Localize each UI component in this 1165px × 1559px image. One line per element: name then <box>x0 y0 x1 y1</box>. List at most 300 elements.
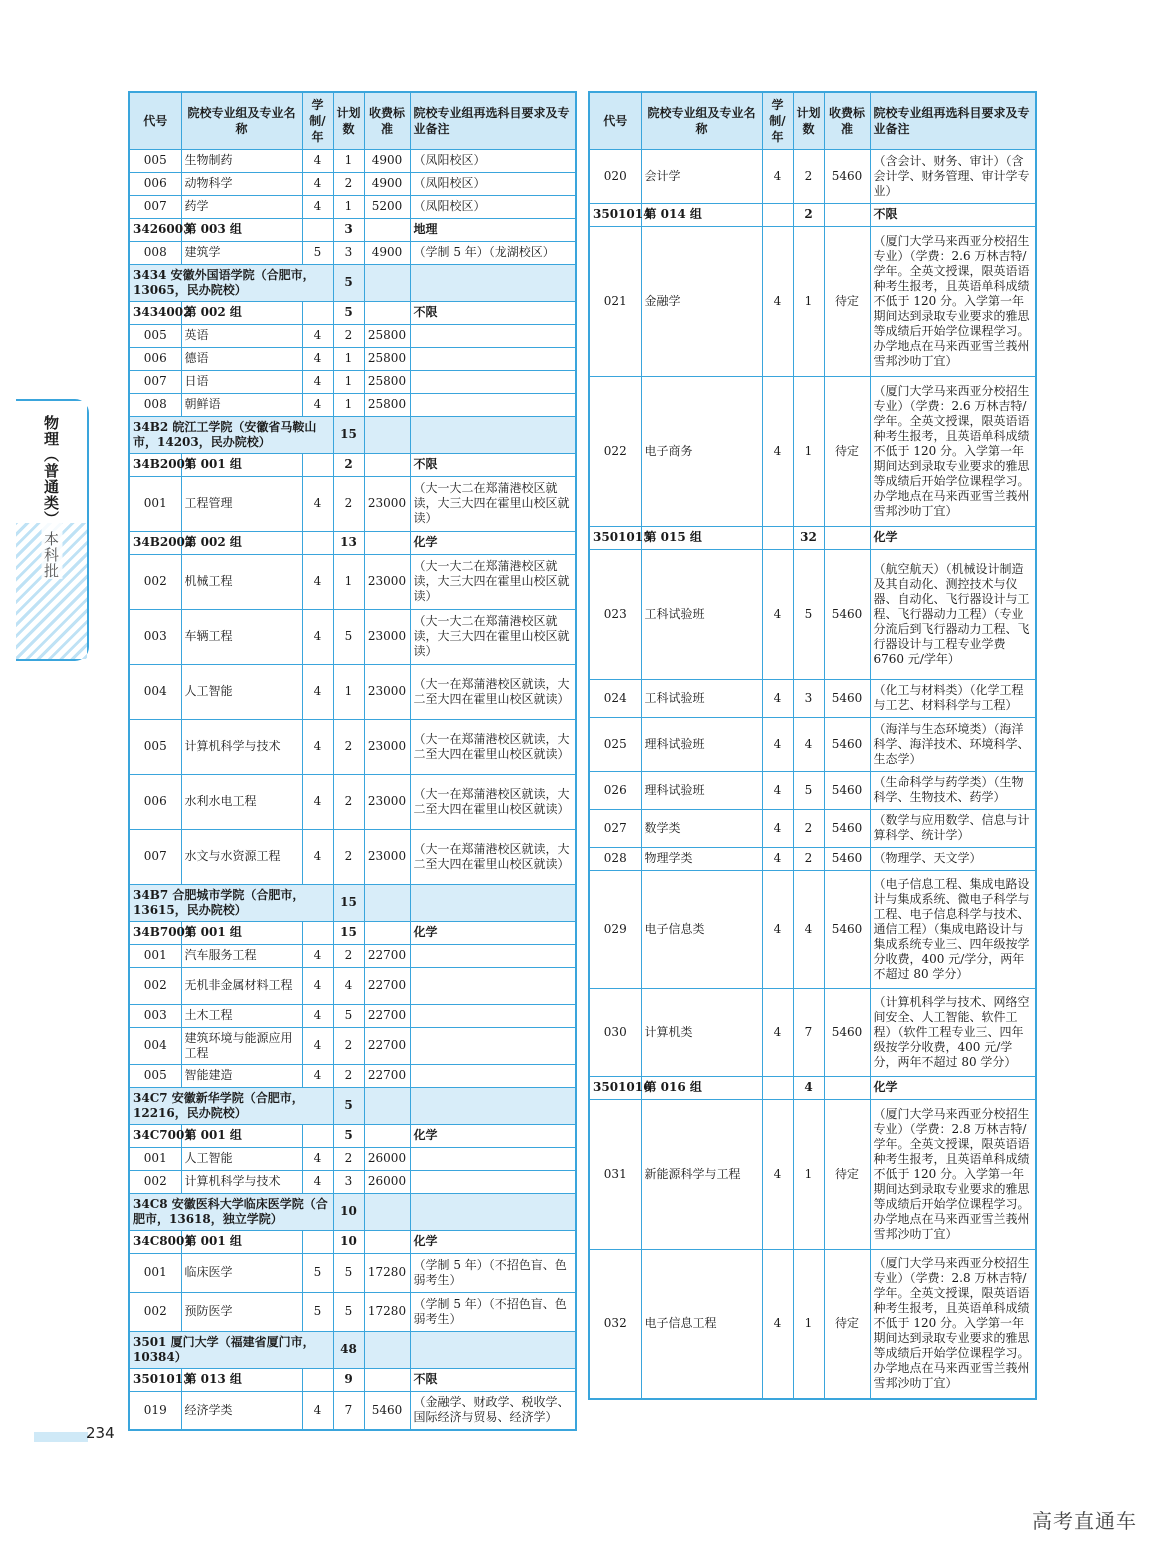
major-row <box>129 719 576 774</box>
major-code: 005 <box>129 1064 181 1087</box>
group-code: 3501015 <box>589 526 641 549</box>
study-years: 4 <box>302 370 333 393</box>
header-years: 学制/年 <box>762 92 793 149</box>
fee-cell <box>364 1124 410 1147</box>
tuition-fee: 23000 <box>364 664 410 719</box>
major-row <box>129 1027 576 1064</box>
major-note: （学制 5 年）（不招色盲、色弱考生） <box>410 1292 576 1331</box>
major-code: 004 <box>129 664 181 719</box>
years-cell <box>302 1368 333 1391</box>
group-name: 第 001 组 <box>181 1124 302 1147</box>
subject-requirement: 不限 <box>870 203 1036 226</box>
major-code: 007 <box>129 370 181 393</box>
major-row <box>129 1391 576 1430</box>
study-years: 4 <box>762 809 793 847</box>
major-note: （电子信息工程、集成电路设计与集成系统、微电子科学与工程、电子信息科学与技术、通信工程）（集成电路设计与集成系统专业三、四年级按学分收费，400 元/学分，两年不超过 80 学分） <box>870 870 1036 988</box>
note-cell <box>410 1193 576 1230</box>
major-row <box>129 554 576 609</box>
major-name: 土木工程 <box>181 1004 302 1027</box>
subject-requirement: 化学 <box>870 1076 1036 1099</box>
admissions-table-right <box>588 91 1037 1400</box>
study-years: 4 <box>302 774 333 829</box>
major-name: 药学 <box>181 195 302 218</box>
tuition-fee: 22700 <box>364 1004 410 1027</box>
tuition-fee: 5460 <box>824 809 870 847</box>
study-years: 4 <box>302 324 333 347</box>
major-code: 008 <box>129 241 181 264</box>
major-row <box>589 847 1036 870</box>
study-years: 4 <box>762 847 793 870</box>
side-tab-label-main: 物理（普通类） <box>42 415 60 527</box>
major-name: 数学类 <box>641 809 762 847</box>
tuition-fee: 4900 <box>364 149 410 172</box>
major-row <box>129 347 576 370</box>
major-row <box>129 149 576 172</box>
major-note: （含会计、财务、审计）（含会计学、财务管理、审计学专业） <box>870 149 1036 203</box>
school-row <box>129 1087 576 1124</box>
major-note: （生命科学与药学类）（生物科学、生物技术、药学） <box>870 771 1036 809</box>
plan-count: 3 <box>333 1170 364 1193</box>
major-row <box>129 370 576 393</box>
major-row <box>589 679 1036 717</box>
plan-count: 5 <box>333 1253 364 1292</box>
fee-cell <box>364 218 410 241</box>
major-note <box>410 347 576 370</box>
study-years: 4 <box>762 679 793 717</box>
major-name: 生物制药 <box>181 149 302 172</box>
major-note <box>410 393 576 416</box>
study-years: 4 <box>302 1064 333 1087</box>
fee-cell <box>824 526 870 549</box>
study-years: 4 <box>762 549 793 679</box>
major-row <box>129 664 576 719</box>
major-name: 工程管理 <box>181 476 302 531</box>
group-code: 34C8001 <box>129 1230 181 1253</box>
major-note: （物理学、天文学） <box>870 847 1036 870</box>
plan-count: 1 <box>793 1099 824 1249</box>
subject-requirement: 化学 <box>410 531 576 554</box>
plan-count: 2 <box>793 203 824 226</box>
group-row <box>589 1076 1036 1099</box>
major-code: 003 <box>129 1004 181 1027</box>
fee-cell <box>364 531 410 554</box>
major-row <box>129 1292 576 1331</box>
major-note: （金融学、财政学、税收学、国际经济与贸易、经济学） <box>410 1391 576 1430</box>
tuition-fee: 23000 <box>364 609 410 664</box>
plan-count: 2 <box>333 324 364 347</box>
school-name: 34B7 合肥城市学院（合肥市，13615，民办院校） <box>129 884 333 921</box>
header-name: 院校专业组及专业名称 <box>641 92 762 149</box>
tuition-fee: 23000 <box>364 554 410 609</box>
fee-cell <box>364 1331 410 1368</box>
fee-cell <box>364 1230 410 1253</box>
plan-count: 10 <box>333 1230 364 1253</box>
major-row <box>129 393 576 416</box>
major-note: （学制 5 年）（不招色盲、色弱考生） <box>410 1253 576 1292</box>
major-code: 001 <box>129 1253 181 1292</box>
major-note: （大一在郑蒲港校区就读，大二至大四在霍里山校区就读） <box>410 719 576 774</box>
tuition-fee: 22700 <box>364 967 410 1004</box>
group-name: 第 003 组 <box>181 218 302 241</box>
plan-count: 1 <box>333 370 364 393</box>
study-years: 4 <box>302 1170 333 1193</box>
group-name: 第 015 组 <box>641 526 762 549</box>
major-note <box>410 1027 576 1064</box>
plan-count: 5 <box>793 549 824 679</box>
fee-cell <box>364 453 410 476</box>
school-row <box>129 416 576 453</box>
major-code: 006 <box>129 774 181 829</box>
major-note: （厦门大学马来西亚分校招生专业）（学费：2.6 万林吉特/学年。全英文授课，限英语语种考生报考，且英语单科成绩不低于 120 分。入学第一年期间达到录取专业要求的雅思等成绩后开始学位课程学习。办学地点在马来西亚雪兰莪州雪邦沙叻丁宜） <box>870 376 1036 526</box>
group-code: 3434002 <box>129 301 181 324</box>
group-row <box>129 453 576 476</box>
plan-count: 3 <box>793 679 824 717</box>
school-name: 3501 厦门大学（福建省厦门市，10384） <box>129 1331 333 1368</box>
major-name: 汽车服务工程 <box>181 944 302 967</box>
tuition-fee: 23000 <box>364 829 410 884</box>
tuition-fee: 待定 <box>824 376 870 526</box>
major-row <box>129 829 576 884</box>
study-years: 4 <box>762 771 793 809</box>
major-row <box>129 476 576 531</box>
major-row <box>129 241 576 264</box>
major-note <box>410 324 576 347</box>
header-note: 院校专业组再选科目要求及专业备注 <box>410 92 576 149</box>
major-code: 001 <box>129 476 181 531</box>
study-years: 4 <box>762 988 793 1076</box>
major-note: （大一在郑蒲港校区就读，大二至大四在霍里山校区就读） <box>410 664 576 719</box>
plan-count: 15 <box>333 921 364 944</box>
plan-count: 2 <box>333 719 364 774</box>
major-row <box>129 1170 576 1193</box>
plan-count: 4 <box>793 1076 824 1099</box>
major-row <box>589 376 1036 526</box>
major-name: 车辆工程 <box>181 609 302 664</box>
plan-count: 1 <box>333 664 364 719</box>
major-note <box>410 944 576 967</box>
major-code: 027 <box>589 809 641 847</box>
plan-count: 2 <box>333 829 364 884</box>
group-name: 第 016 组 <box>641 1076 762 1099</box>
major-code: 031 <box>589 1099 641 1249</box>
plan-count: 2 <box>333 944 364 967</box>
plan-count: 5 <box>333 1087 364 1124</box>
major-row <box>589 809 1036 847</box>
major-code: 020 <box>589 149 641 203</box>
study-years: 4 <box>302 944 333 967</box>
school-name: 3434 安徽外国语学院（合肥市，13065，民办院校） <box>129 264 333 301</box>
plan-count: 5 <box>333 1292 364 1331</box>
major-name: 工科试验班 <box>641 679 762 717</box>
subject-requirement: 不限 <box>410 301 576 324</box>
major-code: 029 <box>589 870 641 988</box>
tuition-fee: 25800 <box>364 370 410 393</box>
study-years: 4 <box>762 226 793 376</box>
major-code: 023 <box>589 549 641 679</box>
major-row <box>589 549 1036 679</box>
years-cell <box>762 526 793 549</box>
header-plan: 计划数 <box>333 92 364 149</box>
major-name: 无机非金属材料工程 <box>181 967 302 1004</box>
plan-count: 5 <box>333 609 364 664</box>
study-years: 4 <box>302 195 333 218</box>
major-row <box>129 1004 576 1027</box>
plan-count: 5 <box>333 264 364 301</box>
years-cell <box>762 203 793 226</box>
study-years: 4 <box>302 1147 333 1170</box>
tuition-fee: 22700 <box>364 944 410 967</box>
years-cell <box>762 1076 793 1099</box>
side-tab-label-sub: 本科批 <box>42 531 60 579</box>
major-note: （凤阳校区） <box>410 149 576 172</box>
major-name: 计算机科学与技术 <box>181 719 302 774</box>
page-number: 234 <box>86 1424 115 1442</box>
header-note: 院校专业组再选科目要求及专业备注 <box>870 92 1036 149</box>
study-years: 4 <box>762 870 793 988</box>
major-note: （大一大二在郑蒲港校区就读，大三大四在霍里山校区就读） <box>410 554 576 609</box>
plan-count: 1 <box>793 226 824 376</box>
group-row <box>129 218 576 241</box>
major-note: （凤阳校区） <box>410 195 576 218</box>
major-name: 理科试验班 <box>641 717 762 771</box>
major-row <box>129 967 576 1004</box>
header-name: 院校专业组及专业名称 <box>181 92 302 149</box>
study-years: 4 <box>762 1249 793 1399</box>
tuition-fee: 26000 <box>364 1170 410 1193</box>
tuition-fee: 4900 <box>364 241 410 264</box>
plan-count: 2 <box>333 1027 364 1064</box>
tuition-fee: 待定 <box>824 226 870 376</box>
major-note <box>410 967 576 1004</box>
study-years: 4 <box>302 1027 333 1064</box>
major-name: 人工智能 <box>181 664 302 719</box>
plan-count: 48 <box>333 1331 364 1368</box>
fee-cell <box>364 1368 410 1391</box>
group-code: 3501013 <box>129 1368 181 1391</box>
note-cell <box>410 884 576 921</box>
major-name: 物理学类 <box>641 847 762 870</box>
major-note: （厦门大学马来西亚分校招生专业）（学费：2.8 万林吉特/学年。全英文授课，限英语语种考生报考，且英语单科成绩不低于 120 分。入学第一年期间达到录取专业要求的雅思等成绩后开始学位课程学习。办学地点在马来西亚雪兰莪州雪邦沙叻丁宜） <box>870 1249 1036 1399</box>
major-name: 建筑环境与能源应用工程 <box>181 1027 302 1064</box>
tuition-fee: 5460 <box>824 679 870 717</box>
study-years: 4 <box>302 476 333 531</box>
subject-requirement: 不限 <box>410 1368 576 1391</box>
years-cell <box>302 301 333 324</box>
section-side-tab <box>16 399 89 661</box>
major-code: 002 <box>129 1170 181 1193</box>
plan-count: 1 <box>793 376 824 526</box>
group-row <box>589 203 1036 226</box>
major-row <box>589 988 1036 1076</box>
major-name: 水文与水资源工程 <box>181 829 302 884</box>
tuition-fee: 5460 <box>824 149 870 203</box>
group-row <box>129 1230 576 1253</box>
side-tab-label <box>41 415 62 579</box>
fee-cell <box>364 1193 410 1230</box>
major-note: （海洋与生态环境类）（海洋科学、海洋技术、环境科学、生态学） <box>870 717 1036 771</box>
group-code: 34C7001 <box>129 1124 181 1147</box>
major-row <box>589 717 1036 771</box>
major-note: （数学与应用数学、信息与计算科学、统计学） <box>870 809 1036 847</box>
major-note <box>410 1170 576 1193</box>
study-years: 4 <box>302 609 333 664</box>
watermark-text: 高考直通车 <box>1032 1509 1137 1533</box>
major-note <box>410 1004 576 1027</box>
subject-requirement: 化学 <box>410 1124 576 1147</box>
major-note <box>410 370 576 393</box>
major-code: 022 <box>589 376 641 526</box>
major-note: （凤阳校区） <box>410 172 576 195</box>
plan-count: 32 <box>793 526 824 549</box>
plan-count: 7 <box>793 988 824 1076</box>
major-code: 008 <box>129 393 181 416</box>
school-row <box>129 264 576 301</box>
fee-cell <box>824 1076 870 1099</box>
study-years: 4 <box>302 1004 333 1027</box>
plan-count: 2 <box>333 453 364 476</box>
major-row <box>129 944 576 967</box>
major-name: 临床医学 <box>181 1253 302 1292</box>
major-name: 动物科学 <box>181 172 302 195</box>
subject-requirement: 化学 <box>870 526 1036 549</box>
study-years: 4 <box>762 149 793 203</box>
plan-count: 15 <box>333 416 364 453</box>
major-row <box>589 1099 1036 1249</box>
group-name: 第 002 组 <box>181 531 302 554</box>
school-name: 34C8 安徽医科大学临床医学院（合肥市，13618，独立学院） <box>129 1193 333 1230</box>
major-row <box>589 149 1036 203</box>
major-name: 工科试验班 <box>641 549 762 679</box>
plan-count: 2 <box>333 774 364 829</box>
plan-count: 1 <box>333 195 364 218</box>
group-code: 34B7001 <box>129 921 181 944</box>
study-years: 4 <box>762 376 793 526</box>
study-years: 4 <box>302 1391 333 1430</box>
major-name: 经济学类 <box>181 1391 302 1430</box>
major-name: 金融学 <box>641 226 762 376</box>
years-cell <box>302 921 333 944</box>
tuition-fee: 25800 <box>364 347 410 370</box>
major-code: 021 <box>589 226 641 376</box>
fee-cell <box>364 416 410 453</box>
tuition-fee: 26000 <box>364 1147 410 1170</box>
plan-count: 1 <box>333 554 364 609</box>
major-name: 计算机科学与技术 <box>181 1170 302 1193</box>
fee-cell <box>364 921 410 944</box>
tuition-fee: 待定 <box>824 1249 870 1399</box>
group-name: 第 001 组 <box>181 1230 302 1253</box>
tuition-fee: 17280 <box>364 1292 410 1331</box>
major-code: 024 <box>589 679 641 717</box>
major-code: 005 <box>129 719 181 774</box>
major-name: 智能建造 <box>181 1064 302 1087</box>
major-row <box>129 609 576 664</box>
major-name: 预防医学 <box>181 1292 302 1331</box>
fee-cell <box>824 203 870 226</box>
study-years: 4 <box>302 149 333 172</box>
plan-count: 1 <box>333 393 364 416</box>
tuition-fee: 5460 <box>824 988 870 1076</box>
major-code: 007 <box>129 195 181 218</box>
tuition-fee: 5460 <box>824 847 870 870</box>
study-years: 4 <box>302 719 333 774</box>
study-years: 4 <box>762 717 793 771</box>
table-body-left <box>129 149 576 1430</box>
study-years: 5 <box>302 1292 333 1331</box>
school-name: 34B2 皖江工学院（安徽省马鞍山市，14203，民办院校） <box>129 416 333 453</box>
group-name: 第 013 组 <box>181 1368 302 1391</box>
major-code: 030 <box>589 988 641 1076</box>
major-name: 英语 <box>181 324 302 347</box>
major-row <box>129 324 576 347</box>
study-years: 4 <box>302 829 333 884</box>
header-plan: 计划数 <box>793 92 824 149</box>
study-years: 5 <box>302 241 333 264</box>
page-number-bar <box>34 1432 88 1442</box>
header-code: 代号 <box>129 92 181 149</box>
major-row <box>129 195 576 218</box>
major-note: （厦门大学马来西亚分校招生专业）（学费：2.6 万林吉特/学年。全英文授课，限英语语种考生报考，且英语单科成绩不低于 120 分。入学第一年期间达到录取专业要求的雅思等成绩后开始学位课程学习。办学地点在马来西亚雪兰莪州雪邦沙叻丁宜） <box>870 226 1036 376</box>
fee-cell <box>364 264 410 301</box>
plan-count: 2 <box>333 1064 364 1087</box>
major-name: 机械工程 <box>181 554 302 609</box>
note-cell <box>410 1331 576 1368</box>
plan-count: 7 <box>333 1391 364 1430</box>
subject-requirement: 化学 <box>410 1230 576 1253</box>
group-code: 34B2002 <box>129 531 181 554</box>
plan-count: 9 <box>333 1368 364 1391</box>
group-name: 第 014 组 <box>641 203 762 226</box>
tuition-fee: 5460 <box>364 1391 410 1430</box>
plan-count: 2 <box>333 172 364 195</box>
study-years: 4 <box>302 554 333 609</box>
subject-requirement: 地理 <box>410 218 576 241</box>
major-note: （航空航天）（机械设计制造及其自动化、测控技术与仪器、自动化、飞行器设计与工程、飞行器动力工程）（专业分流后到飞行器动力工程、飞行器设计与工程专业学费 6760 元/学年） <box>870 549 1036 679</box>
major-note: （大一大二在郑蒲港校区就读，大三大四在霍里山校区就读） <box>410 476 576 531</box>
subject-requirement: 化学 <box>410 921 576 944</box>
tuition-fee: 23000 <box>364 719 410 774</box>
tuition-fee: 5460 <box>824 717 870 771</box>
fee-cell <box>364 884 410 921</box>
group-name: 第 001 组 <box>181 453 302 476</box>
plan-count: 4 <box>793 870 824 988</box>
major-row <box>589 226 1036 376</box>
major-name: 水利水电工程 <box>181 774 302 829</box>
study-years: 4 <box>302 967 333 1004</box>
study-years: 4 <box>762 1099 793 1249</box>
major-name: 建筑学 <box>181 241 302 264</box>
tuition-fee: 5200 <box>364 195 410 218</box>
table-body-right <box>589 149 1036 1399</box>
note-cell <box>410 264 576 301</box>
major-note: （学制 5 年）（龙湖校区） <box>410 241 576 264</box>
major-note: （化工与材料类）（化学工程与工艺、材料科学与工程） <box>870 679 1036 717</box>
major-code: 002 <box>129 967 181 1004</box>
header-fee: 收费标准 <box>824 92 870 149</box>
major-row <box>129 172 576 195</box>
plan-count: 2 <box>333 476 364 531</box>
plan-count: 5 <box>333 301 364 324</box>
tuition-fee: 23000 <box>364 476 410 531</box>
major-row <box>129 774 576 829</box>
major-name: 人工智能 <box>181 1147 302 1170</box>
plan-count: 2 <box>793 809 824 847</box>
major-code: 005 <box>129 324 181 347</box>
major-note: （大一在郑蒲港校区就读，大二至大四在霍里山校区就读） <box>410 829 576 884</box>
major-note <box>410 1064 576 1087</box>
major-name: 电子商务 <box>641 376 762 526</box>
major-code: 026 <box>589 771 641 809</box>
